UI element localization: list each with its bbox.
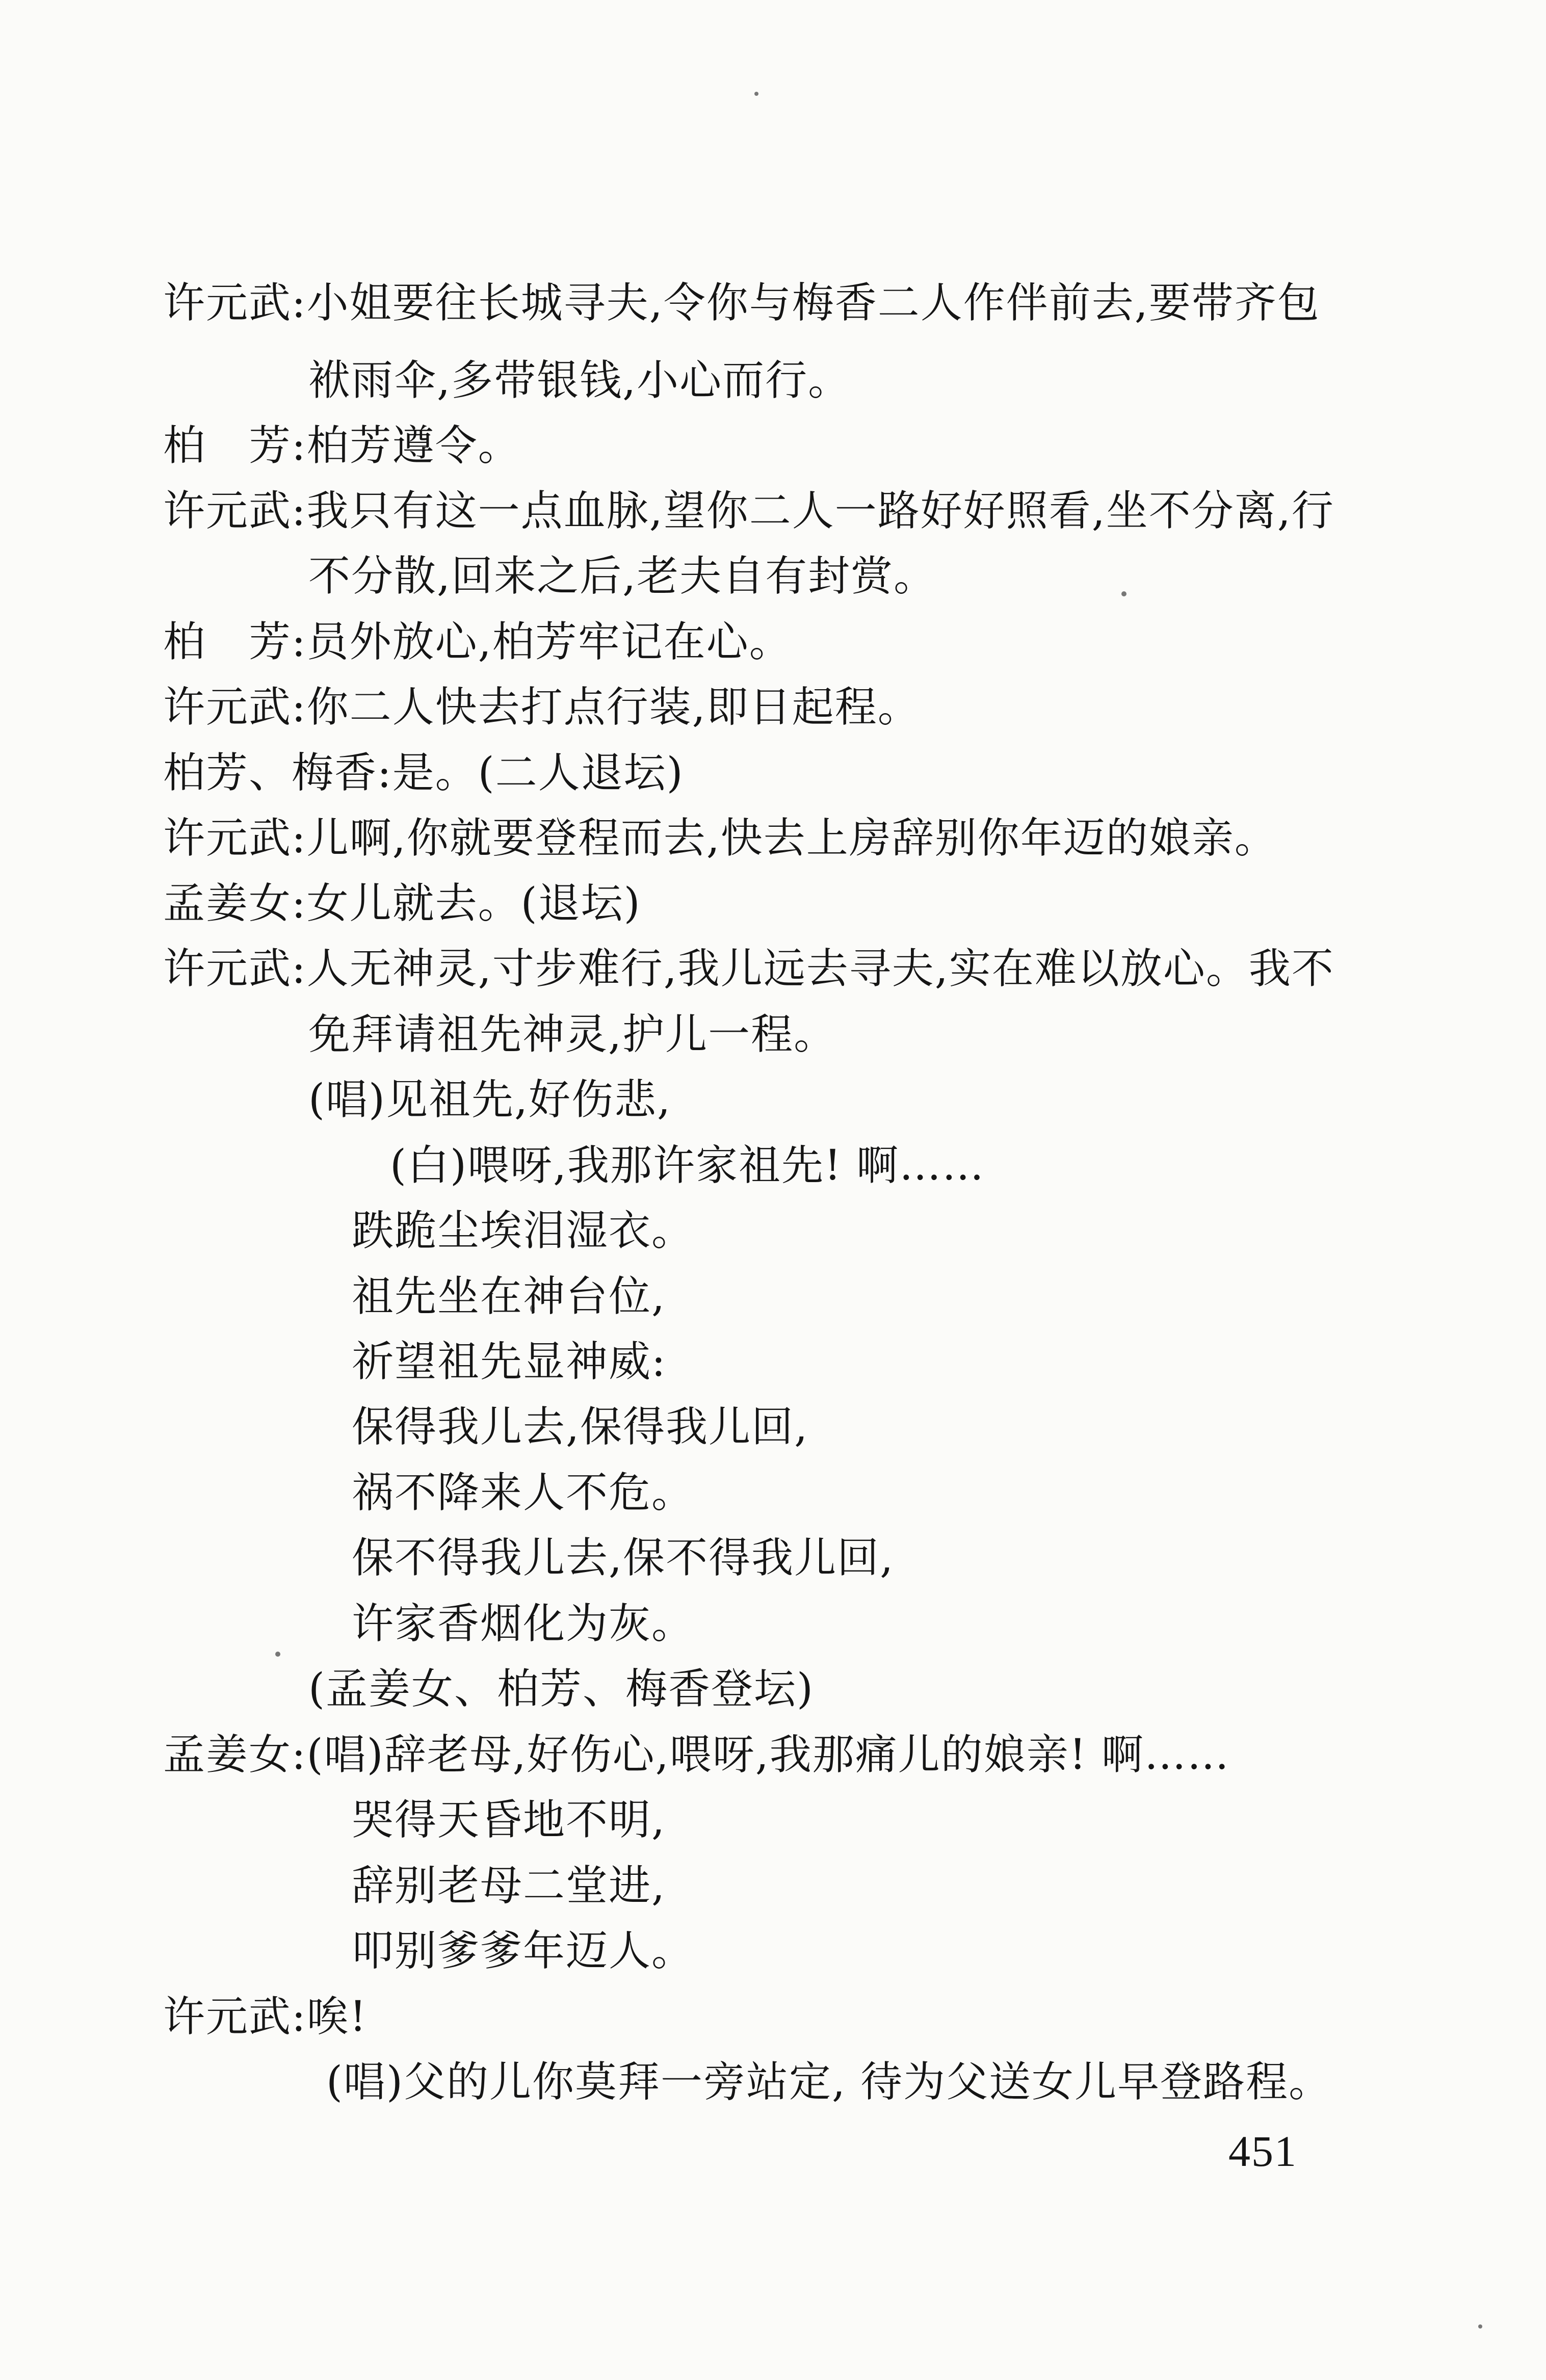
song-line: 哭得天昏地不明, — [352, 1796, 666, 1844]
dialogue-line: 许元武:你二人快去打点行装,即日起程。 — [163, 683, 921, 731]
page-number: 451 — [1228, 2127, 1297, 2176]
dialogue-line: 柏 芳:柏芳遵令。 — [163, 422, 521, 470]
dialogue-line: 不分散,回来之后,老夫自有封赏。 — [308, 552, 937, 600]
dialogue-line: 孟姜女:(唱)辞老母,好伤心,喂呀,我那痛儿的娘亲! 啊…… — [163, 1731, 1230, 1779]
dialogue-line: 许元武:儿啊,你就要登程而去,快去上房辞别你年迈的娘亲。 — [163, 814, 1277, 862]
song-line: 叩别爹爹年迈人。 — [352, 1927, 695, 1975]
dialogue-line: 许元武:人无神灵,寸步难行,我儿远去寻夫,实在难以放心。我不 — [163, 945, 1334, 993]
song-line: (白)喂呀,我那许家祖先! 啊…… — [390, 1141, 985, 1190]
dialogue-line: 袱雨伞,多带银钱,小心而行。 — [308, 356, 851, 405]
scan-speck — [1121, 591, 1126, 596]
scan-speck — [754, 92, 758, 96]
dialogue-line: 柏芳、梅香:是。(二人退坛) — [163, 749, 684, 797]
song-line: 祈望祖先显神威: — [352, 1338, 667, 1386]
stage-direction: (孟姜女、柏芳、梅香登坛) — [308, 1665, 814, 1713]
dialogue-line: 柏 芳:员外放心,柏芳牢记在心。 — [163, 618, 792, 666]
dialogue-line: 许元武:我只有这一点血脉,望你二人一路好好照看,坐不分离,行 — [163, 487, 1334, 535]
dialogue-line: 免拜请祖先神灵,护儿一程。 — [308, 1010, 837, 1059]
song-line: (唱)父的儿你莫拜一旁站定, 待为父送女儿早登路程。 — [326, 2058, 1332, 2106]
dialogue-line: 孟姜女:女儿就去。(退坛) — [163, 879, 641, 928]
scan-speck — [1478, 2324, 1482, 2329]
song-line: 许家香烟化为灰。 — [352, 1600, 695, 1648]
song-line: 跌跪尘埃泪湿衣。 — [352, 1207, 695, 1255]
song-line: 祖先坐在神台位, — [352, 1272, 666, 1321]
song-line: 祸不降来人不危。 — [352, 1469, 695, 1517]
song-line: 保不得我儿去,保不得我儿回, — [352, 1534, 895, 1582]
dialogue-line: 许元武:小姐要往长城寻夫,令你与梅香二人作伴前去,要带齐包 — [163, 279, 1320, 327]
song-line: (唱)见祖先,好伤悲, — [308, 1076, 672, 1124]
dialogue-line: 许元武:唉! — [163, 1993, 368, 2041]
scan-speck — [275, 1652, 280, 1657]
song-line: 辞别老母二堂进, — [352, 1862, 666, 1910]
song-line: 保得我儿去,保得我儿回, — [352, 1403, 809, 1451]
